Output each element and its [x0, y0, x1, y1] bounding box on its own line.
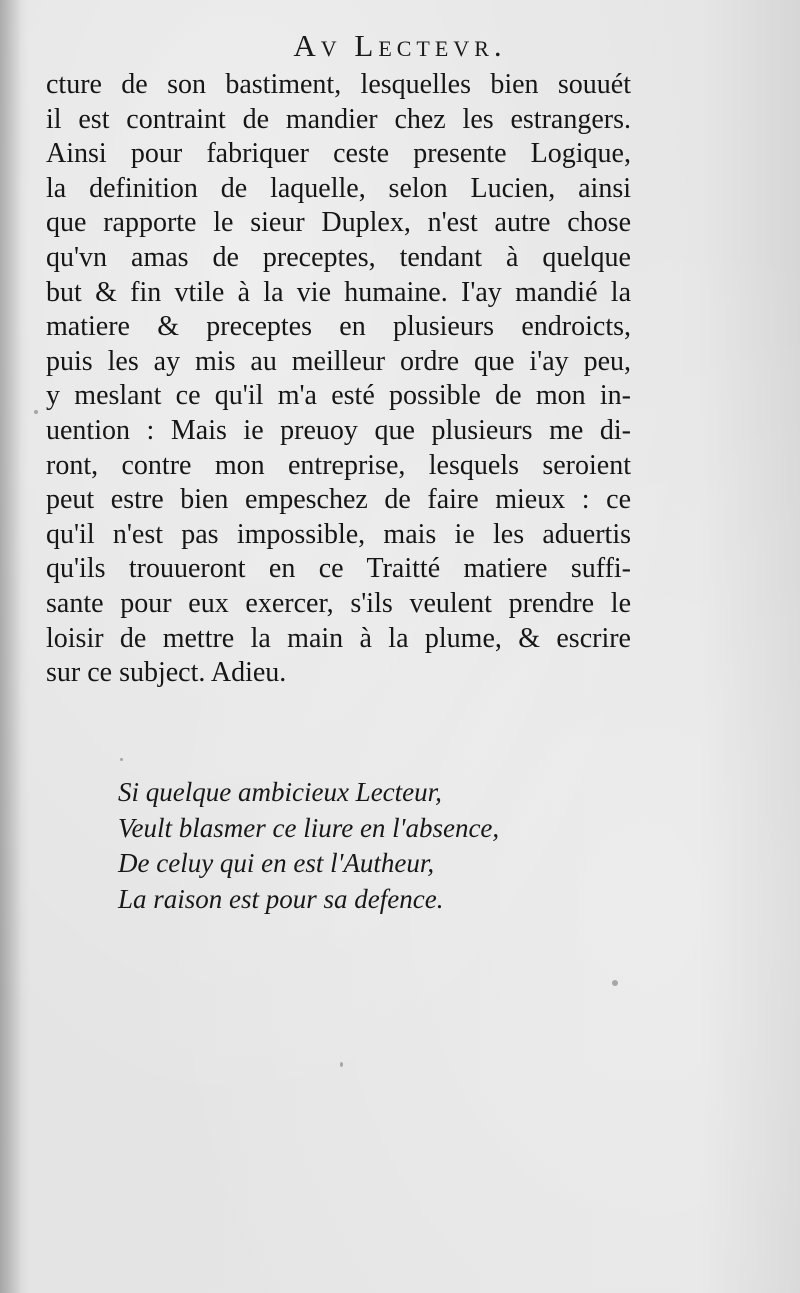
body-line: puis les ay mis au meilleur ordre que i'ay peu,	[46, 345, 631, 377]
body-line: but & fin vtile à la vie humaine. I'ay mandié la	[46, 276, 631, 308]
body-line: matiere & preceptes en plusieurs endroicts,	[46, 311, 631, 343]
running-head: Av Lectevr.	[293, 28, 507, 63]
body-line: qu'vn amas de preceptes, tendant à quelque	[46, 241, 631, 273]
verse-line: Si quelque ambicieux Lecteur,	[118, 777, 442, 807]
body-line: que rapporte le sieur Duplex, n'est autre chose	[46, 207, 631, 239]
body-line: y meslant ce qu'il m'a esté possible de mon in-	[46, 380, 631, 412]
verse-line: La raison est pour sa defence.	[118, 883, 444, 914]
paper-speck	[612, 980, 618, 986]
body-line: uention : Mais ie preuoy que plusieurs me di-	[46, 414, 631, 446]
paper-speck	[120, 758, 123, 761]
verse-line: De celuy qui en est l'Autheur,	[118, 848, 435, 878]
body-paragraph	[46, 68, 631, 691]
body-line-last: sur ce subject. Adieu.	[46, 657, 287, 689]
body-line: sante pour eux exercer, s'ils veulent prendre le	[46, 587, 631, 619]
binding-shadow	[0, 0, 22, 1293]
body-line: cture de son bastiment, lesquelles bien souuét	[46, 69, 631, 100]
body-line: qu'il n'est pas impossible, mais ie les aduertis	[46, 518, 631, 550]
body-line: peut estre bien empeschez de faire mieux : ce	[46, 484, 631, 516]
body-line: Ainsi pour fabriquer ceste presente Logique,	[46, 138, 631, 170]
body-line: loisir de mettre la main à la plume, & escrire	[46, 622, 631, 654]
paper-speck	[34, 410, 38, 414]
body-line: ront, contre mon entreprise, lesquels seroient	[46, 449, 631, 481]
body-line: qu'ils trouueront en ce Traitté matiere suffi-	[46, 553, 631, 585]
verse-line: Veult blasmer ce liure en l'absence,	[118, 812, 500, 843]
closing-verse	[118, 775, 499, 917]
paper-speck	[340, 1062, 343, 1067]
body-line: la definition de laquelle, selon Lucien, ainsi	[46, 172, 631, 204]
body-line: il est contraint de mandier chez les estrangers.	[46, 103, 631, 135]
